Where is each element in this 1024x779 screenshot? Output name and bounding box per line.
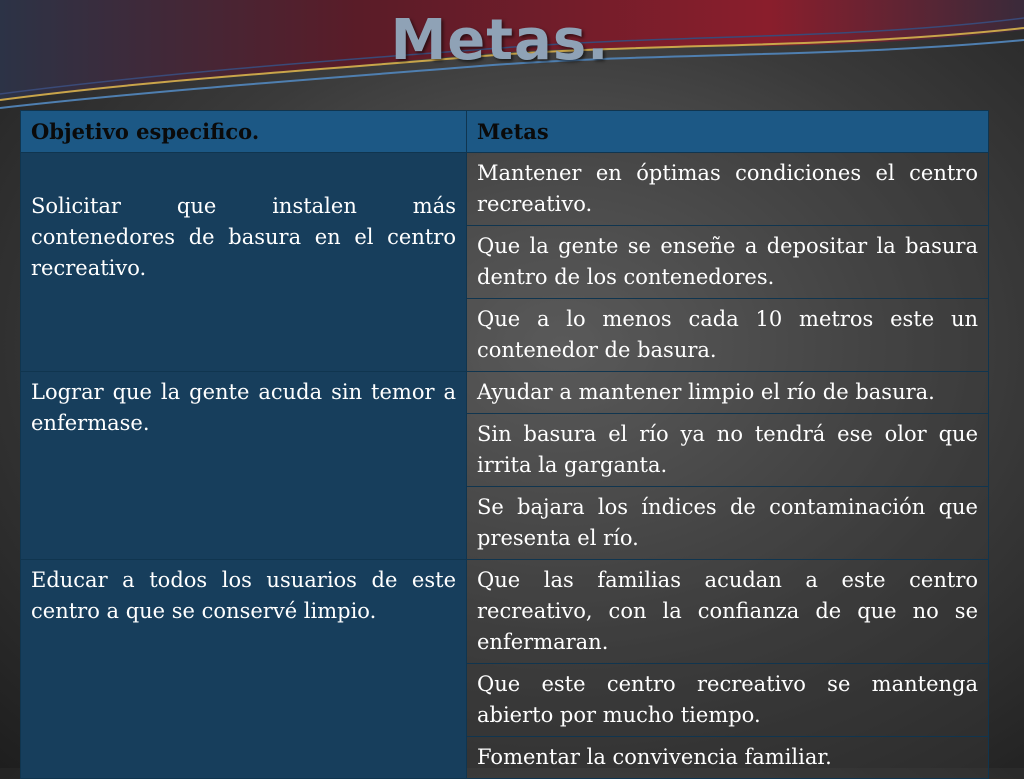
goals-table (20, 110, 989, 779)
goal-cell: Se bajara los índices de contaminación que presenta el río. (467, 487, 989, 560)
goal-cell: Fomentar la convivencia familiar. (467, 737, 989, 779)
goal-cell: Ayudar a mantener limpio el río de basura. (467, 372, 989, 414)
goal-cell: Que a lo menos cada 10 metros este un contenedor de basura. (467, 299, 989, 372)
goal-cell: Sin basura el río ya no tendrá ese olor que irrita la garganta. (467, 414, 989, 487)
table-row (21, 153, 989, 226)
table-header-row (21, 111, 989, 153)
goal-cell: Que la gente se enseñe a depositar la basura dentro de los contenedores. (467, 226, 989, 299)
goal-cell: Mantener en óptimas condiciones el centro recreativo. (467, 153, 989, 226)
objective-cell: Lograr que la gente acuda sin temor a enfermase. (21, 372, 467, 560)
header-goals: Metas (467, 111, 989, 153)
table-row (21, 560, 989, 664)
table-row (21, 372, 989, 414)
objective-cell: Educar a todos los usuarios de este centro a que se conservé limpio. (21, 560, 467, 779)
goal-cell: Que las familias acudan a este centro recreativo, con la confianza de que no se enfermaran. (467, 560, 989, 664)
goal-cell: Que este centro recreativo se mantenga abierto por mucho tiempo. (467, 664, 989, 737)
header-objective: Objetivo especifico. (21, 111, 467, 153)
objective-cell: Solicitar que instalen más contenedores de basura en el centro recreativo. (21, 153, 467, 372)
slide-title: Metas. (390, 8, 610, 73)
